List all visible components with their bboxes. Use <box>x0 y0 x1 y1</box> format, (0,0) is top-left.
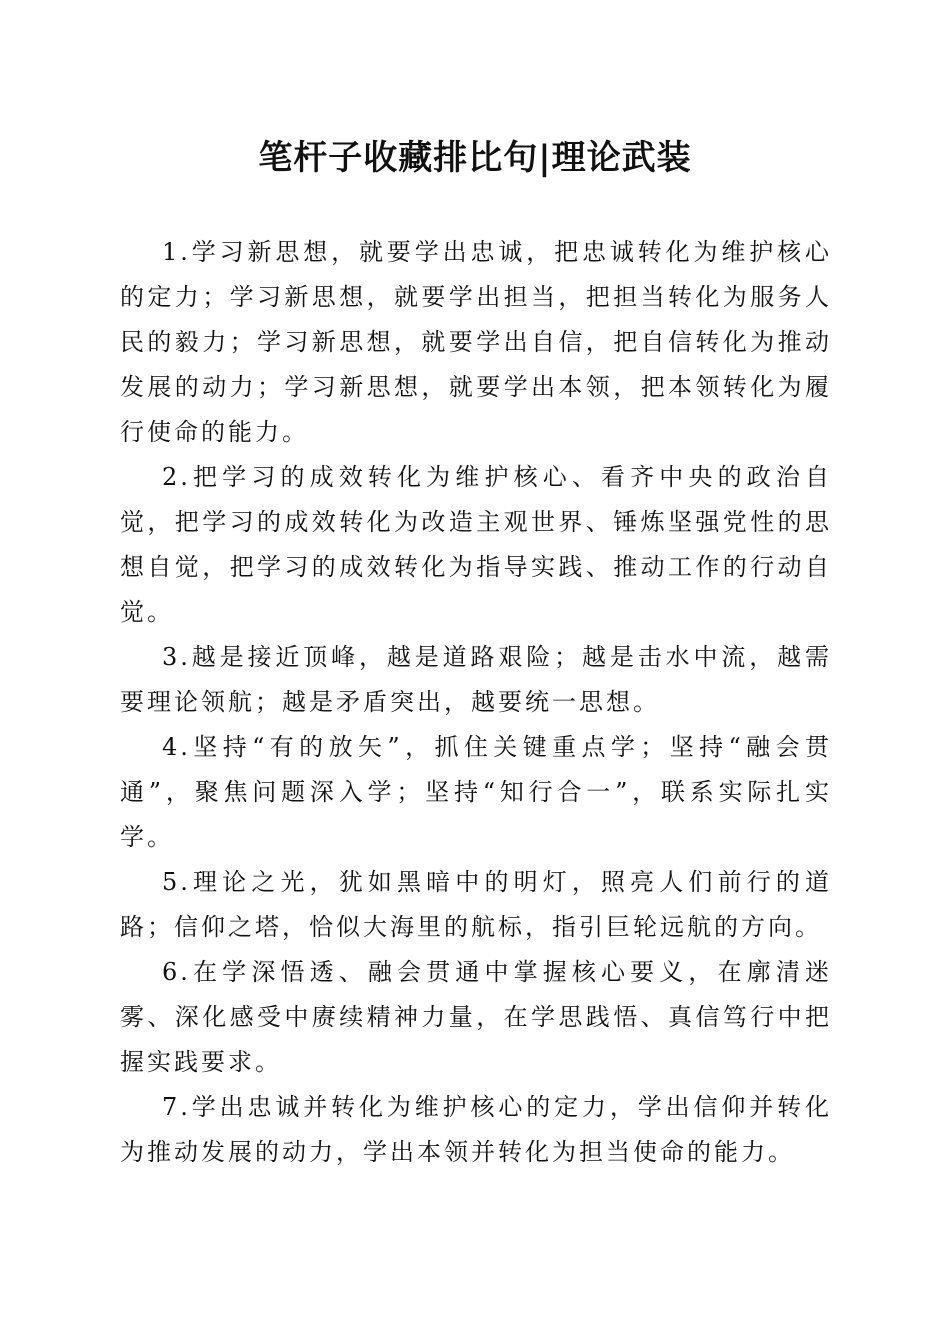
paragraph-7: 7.学出忠诚并转化为维护核心的定力，学出信仰并转化为推动发展的动力，学出本领并转化为担当使命的能力。 <box>120 1093 832 1166</box>
paragraph-5: 5.理论之光，犹如黑暗中的明灯，照亮人们前行的道路；信仰之塔，恰似大海里的航标，指引巨轮远航的方向。 <box>120 868 832 941</box>
document-body <box>120 230 832 1175</box>
paragraph-4: 4.坚持“有的放矢”，抓住关键重点学；坚持“融会贯通”，聚焦问题深入学；坚持“知行合一”，联系实际扎实学。 <box>120 733 832 851</box>
paragraph-2: 2.把学习的成效转化为维护核心、看齐中央的政治自觉，把学习的成效转化为改造主观世界、锤炼坚强党性的思想自觉，把学习的成效转化为指导实践、推动工作的行动自觉。 <box>120 463 832 626</box>
paragraph-3: 3.越是接近顶峰，越是道路艰险；越是击水中流，越需要理论领航；越是矛盾突出，越要统一思想。 <box>120 643 832 716</box>
paragraph-6: 6.在学深悟透、融会贯通中掌握核心要义，在廓清迷雾、深化感受中赓续精神力量，在学思践悟、真信笃行中把握实践要求。 <box>120 958 832 1076</box>
document-title: 笔杆子收藏排比句|理论武装 <box>258 138 692 178</box>
paragraph-1: 1.学习新思想，就要学出忠诚，把忠诚转化为维护核心的定力；学习新思想，就要学出担当，把担当转化为服务人民的毅力；学习新思想，就要学出自信，把自信转化为推动发展的动力；学习新思想，就要学出本领，把本领转化为履行使命的能力。 <box>120 238 832 446</box>
